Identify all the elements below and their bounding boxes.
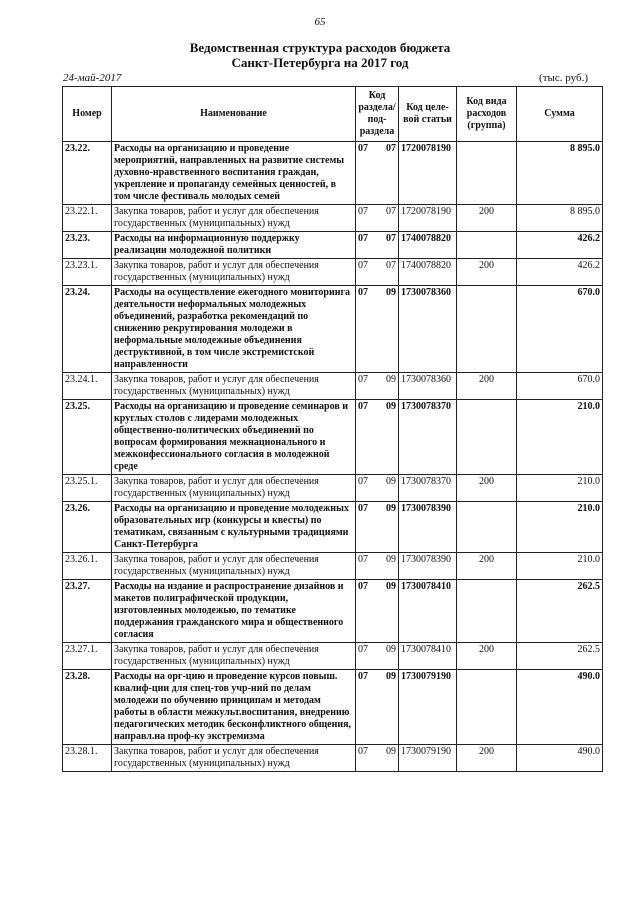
header-num: Номер: [63, 87, 112, 142]
podrazdel-code: 09: [386, 374, 396, 385]
title-line-2: Санкт-Петербурга на 2017 год: [231, 55, 409, 70]
row-celevaya: 1730078360: [399, 286, 457, 373]
row-name: Расходы на организацию и проведение мероприятий, направленных на развитие системы духовно-нравственного воспитания граждан, укрепление и пропаганду семейных ценностей, в том числе фестиваль молодых семей: [112, 142, 356, 205]
row-celevaya: 1730079190: [399, 670, 457, 745]
row-number: 23.27.: [63, 580, 112, 643]
razdel-code: 07: [358, 143, 368, 154]
header-name: Наименование: [112, 87, 356, 142]
row-celevaya: 1730078410: [399, 580, 457, 643]
row-number: 23.26.: [63, 502, 112, 553]
row-sum: 490.0: [517, 745, 603, 772]
row-celevaya: 1740078820: [399, 259, 457, 286]
podrazdel-code: 09: [386, 401, 396, 412]
table-row: [63, 400, 603, 475]
row-celevaya: 1730079190: [399, 745, 457, 772]
row-razdel: [356, 643, 399, 670]
row-sum: 262.5: [517, 643, 603, 670]
row-name: Расходы на организацию и проведение семинаров и круглых столов с лидерами молодежных общественно-политических объединений по вопросам формирования межнационального и межконфессионального согласия в молодежной среде: [112, 400, 356, 475]
razdel-code: 07: [358, 554, 368, 565]
row-number: 23.24.: [63, 286, 112, 373]
podrazdel-code: 09: [386, 644, 396, 655]
table-row: [63, 553, 603, 580]
row-vid: [457, 670, 517, 745]
page-title: [0, 40, 640, 70]
row-razdel: [356, 205, 399, 232]
table-row: [63, 373, 603, 400]
podrazdel-code: 09: [386, 671, 396, 682]
razdel-code: 07: [358, 374, 368, 385]
row-vid: 200: [457, 745, 517, 772]
row-vid: 200: [457, 205, 517, 232]
razdel-code: 07: [358, 746, 368, 757]
podrazdel-code: 09: [386, 476, 396, 487]
document-date: 24-май-2017: [63, 72, 122, 84]
table-header-row: [63, 87, 603, 142]
razdel-code: 07: [358, 206, 368, 217]
row-number: 23.23.: [63, 232, 112, 259]
row-name: Расходы на информационную поддержку реализации молодежной политики: [112, 232, 356, 259]
header-vid: Код вида расходов (группа): [457, 87, 517, 142]
row-name: Закупка товаров, работ и услуг для обеспечения государственных (муниципальных) нужд: [112, 259, 356, 286]
row-vid: 200: [457, 259, 517, 286]
podrazdel-code: 09: [386, 287, 396, 298]
row-vid: 200: [457, 373, 517, 400]
podrazdel-code: 07: [386, 143, 396, 154]
row-sum: 490.0: [517, 670, 603, 745]
row-vid: [457, 232, 517, 259]
row-name: Закупка товаров, работ и услуг для обеспечения государственных (муниципальных) нужд: [112, 205, 356, 232]
row-name: Расходы на орг-цию и проведение курсов повыш. квалиф-ции для спец-тов учр-ний по делам молодежи по обучению принципам и методам работы в области межкульт.воспитания, внедрению педагогических методик бесконфликтного общения, направл.на проф-ку экстремизма: [112, 670, 356, 745]
row-sum: 670.0: [517, 286, 603, 373]
row-name: Расходы на осуществление ежегодного мониторинга деятельности неформальных молодежных объединений, разработка рекомендаций по снижению рекрутирования молодежи в неформальные молодежные объединения деструктивной, в том числе экстремистской направленности: [112, 286, 356, 373]
header-celevaya: Код целе-вой статьи: [399, 87, 457, 142]
page-number: 65: [314, 16, 326, 28]
row-sum: 426.2: [517, 259, 603, 286]
row-name: Закупка товаров, работ и услуг для обеспечения государственных (муниципальных) нужд: [112, 643, 356, 670]
table-row: [63, 205, 603, 232]
row-number: 23.28.1.: [63, 745, 112, 772]
razdel-code: 07: [358, 260, 368, 271]
row-sum: 210.0: [517, 553, 603, 580]
row-number: 23.24.1.: [63, 373, 112, 400]
razdel-code: 07: [358, 287, 368, 298]
row-vid: [457, 286, 517, 373]
row-razdel: [356, 400, 399, 475]
row-celevaya: 1720078190: [399, 205, 457, 232]
row-vid: [457, 142, 517, 205]
row-celevaya: 1720078190: [399, 142, 457, 205]
row-vid: 200: [457, 475, 517, 502]
podrazdel-code: 07: [386, 260, 396, 271]
podrazdel-code: 09: [386, 503, 396, 514]
row-razdel: [356, 373, 399, 400]
row-sum: 210.0: [517, 502, 603, 553]
podrazdel-code: 09: [386, 581, 396, 592]
row-razdel: [356, 670, 399, 745]
row-number: 23.25.1.: [63, 475, 112, 502]
table-row: [63, 580, 603, 643]
row-razdel: [356, 142, 399, 205]
header-sum: Сумма: [517, 87, 603, 142]
row-razdel: [356, 745, 399, 772]
row-number: 23.22.1.: [63, 205, 112, 232]
units-label: (тыс. руб.): [539, 72, 588, 84]
row-razdel: [356, 232, 399, 259]
row-number: 23.22.: [63, 142, 112, 205]
row-number: 23.23.1.: [63, 259, 112, 286]
razdel-code: 07: [358, 233, 368, 244]
row-razdel: [356, 580, 399, 643]
row-name: Закупка товаров, работ и услуг для обеспечения государственных (муниципальных) нужд: [112, 553, 356, 580]
budget-table: [62, 86, 603, 772]
razdel-code: 07: [358, 401, 368, 412]
row-vid: 200: [457, 643, 517, 670]
title-line-1: Ведомственная структура расходов бюджета: [189, 40, 451, 55]
row-razdel: [356, 259, 399, 286]
row-razdel: [356, 475, 399, 502]
table-row: [63, 259, 603, 286]
row-celevaya: 1730078360: [399, 373, 457, 400]
row-razdel: [356, 553, 399, 580]
razdel-code: 07: [358, 644, 368, 655]
row-razdel: [356, 502, 399, 553]
row-vid: [457, 580, 517, 643]
razdel-code: 07: [358, 476, 368, 487]
row-sum: 8 895.0: [517, 142, 603, 205]
row-number: 23.27.1.: [63, 643, 112, 670]
row-vid: [457, 502, 517, 553]
row-celevaya: 1740078820: [399, 232, 457, 259]
razdel-code: 07: [358, 671, 368, 682]
podrazdel-code: 09: [386, 554, 396, 565]
table-row: [63, 643, 603, 670]
row-vid: [457, 400, 517, 475]
table-row: [63, 502, 603, 553]
table-row: [63, 670, 603, 745]
row-number: 23.26.1.: [63, 553, 112, 580]
row-celevaya: 1730078370: [399, 475, 457, 502]
row-name: Расходы на организацию и проведение молодежных образовательных игр (конкурсы и квесты) по тематикам, связанным с культурными традициями Санкт-Петербурга: [112, 502, 356, 553]
row-name: Закупка товаров, работ и услуг для обеспечения государственных (муниципальных) нужд: [112, 745, 356, 772]
table-row: [63, 286, 603, 373]
table-row: [63, 475, 603, 502]
row-name: Закупка товаров, работ и услуг для обеспечения государственных (муниципальных) нужд: [112, 475, 356, 502]
table-row: [63, 745, 603, 772]
header-razdel: Код раздела/ под-раздела: [356, 87, 399, 142]
row-name: Закупка товаров, работ и услуг для обеспечения государственных (муниципальных) нужд: [112, 373, 356, 400]
row-celevaya: 1730078410: [399, 643, 457, 670]
row-sum: 210.0: [517, 400, 603, 475]
row-celevaya: 1730078390: [399, 502, 457, 553]
razdel-code: 07: [358, 581, 368, 592]
podrazdel-code: 07: [386, 206, 396, 217]
row-celevaya: 1730078390: [399, 553, 457, 580]
row-sum: 210.0: [517, 475, 603, 502]
podrazdel-code: 07: [386, 233, 396, 244]
row-sum: 262.5: [517, 580, 603, 643]
row-number: 23.28.: [63, 670, 112, 745]
table-row: [63, 232, 603, 259]
podrazdel-code: 09: [386, 746, 396, 757]
row-razdel: [356, 286, 399, 373]
row-sum: 426.2: [517, 232, 603, 259]
row-sum: 8 895.0: [517, 205, 603, 232]
row-celevaya: 1730078370: [399, 400, 457, 475]
razdel-code: 07: [358, 503, 368, 514]
row-vid: 200: [457, 553, 517, 580]
table-row: [63, 142, 603, 205]
row-number: 23.25.: [63, 400, 112, 475]
row-name: Расходы на издание и распространение дизайнов и макетов полиграфической продукции, изготовленных молодежью, по тематике поддержания гражданского мира и общественного согласия: [112, 580, 356, 643]
row-sum: 670.0: [517, 373, 603, 400]
